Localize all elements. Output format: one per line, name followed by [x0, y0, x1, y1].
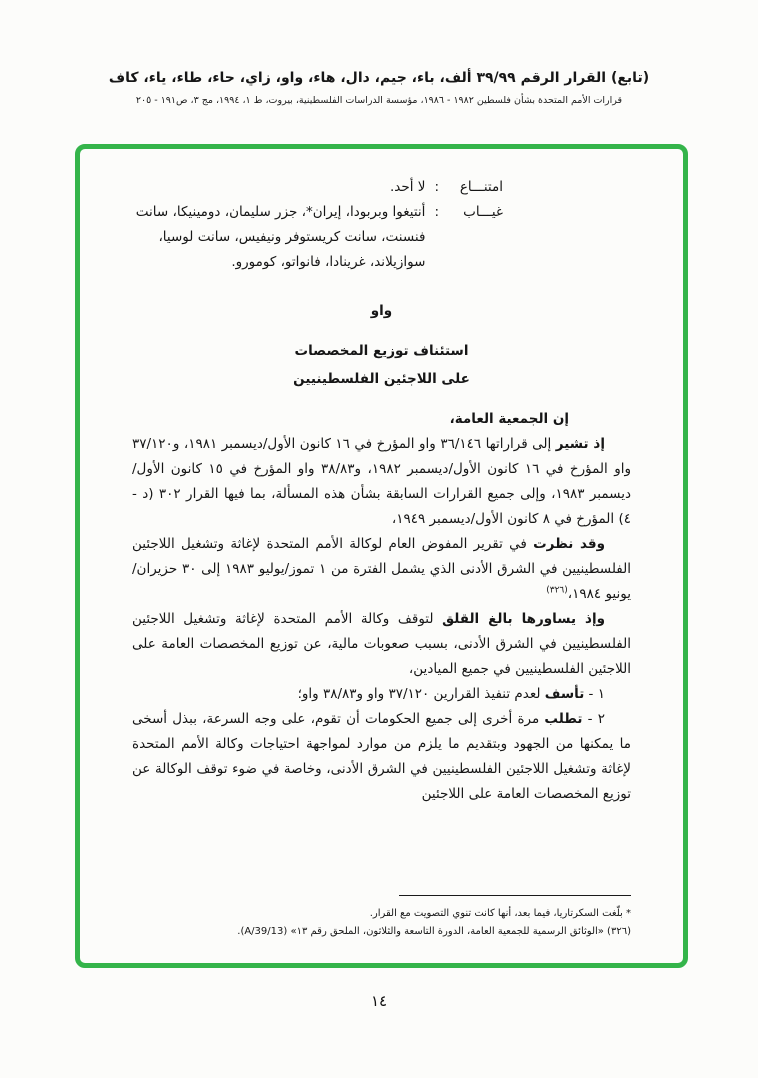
resolution-continuation-title: (تابع) القرار الرقم ٣٩/٩٩ ألف، باء، جيم، دال، هاء، واو، زاي، حاء، طاء، ياء، كاف	[108, 70, 650, 86]
absent-row	[132, 200, 503, 275]
paragraph-lead: إذ تشير	[555, 436, 605, 452]
preamble-paragraph-3	[132, 607, 631, 682]
paragraph-number: ١ -	[584, 686, 605, 702]
abstention-value: لا أحد.	[389, 179, 426, 195]
paragraph-lead: تطلب	[544, 711, 583, 727]
document-header	[0, 70, 758, 106]
footnote-separator-line	[399, 895, 631, 896]
paragraph-lead: وقد نظرت	[533, 536, 605, 552]
preamble-opening: إن الجمعية العامة،	[449, 411, 569, 427]
resolution-title-line1: استئناف توزيع المخصصات	[294, 343, 469, 359]
paragraph-text: إلى قراراتها ٣٦/١٤٦ واو المؤرخ في ١٦ كانون الأول/ديسمبر ١٩٨١، و٣٧/١٢٠ واو المؤرخ في ١٦ كانون الأول/ديسمبر ١٩٨٢، و٣٨/٨٣ واو المؤرخ في ١٥ كانون الأول/ديسمبر ١٩٨٣، وإلى جميع القرارات السابقة بشأن هذه المسألة، بما فيها القرار ٣٠٢ (د - ٤) المؤرخ في ٨ كانون الأول/ديسمبر ١٩٤٩،	[132, 436, 631, 527]
abstention-label: امتنـــاع	[459, 179, 503, 195]
footnote-area	[132, 895, 631, 941]
green-highlight-box	[75, 144, 688, 968]
paragraph-text: في تقرير المفوض العام لوكالة الأمم المتحدة لإغاثة وتشغيل اللاجئين الفلسطينيين في الشرق الأدنى الذي يشمل الفترة من ١ تموز/يوليو ١٩٨٣ إلى ٣٠ حزيران/يونيو ١٩٨٤،	[132, 536, 631, 602]
vote-record-block	[132, 175, 631, 275]
footnote-asterisk: * بلّغت السكرتاريا، فيما بعد، أنها كانت تنوي التصويت مع القرار.	[369, 908, 631, 919]
paragraph-number: ٢ -	[582, 711, 605, 727]
absent-value: أنتيغوا وبربودا، إيران*، جزر سليمان، دومينيكا، سانت فنسنت، سانت كريستوفر ونيفيس، سانت لوسيا، سوازيلاند، غرينادا، فانواتو، كومورو.	[135, 204, 426, 270]
paragraph-lead: وإذ يساورها بالغ القلق	[442, 611, 605, 627]
operative-paragraph-1	[132, 682, 631, 707]
paragraph-text: لعدم تنفيذ القرارين ٣٧/١٢٠ واو و٣٨/٨٣ واو؛	[297, 686, 545, 702]
preamble-paragraph-1	[132, 432, 631, 532]
paragraph-lead: تأسف	[544, 686, 585, 702]
resolution-text-block	[80, 149, 683, 963]
footnote-326: (٣٢٦) «الوثائق الرسمية للجمعية العامة، الدورة التاسعة والثلاثون، الملحق رقم ١٣» ‎(A/39/13)‎.	[237, 926, 631, 937]
absent-label: غيـــاب	[463, 204, 503, 220]
source-citation-line: قرارات الأمم المتحدة بشأن فلسطين ١٩٨٢ - ١٩٨٦، مؤسسة الدراسات الفلسطينية، بيروت، ط ١، ١٩٩٤، مج ٣، ص١٩١ - ٢٠٥	[135, 95, 623, 106]
colon-separator: :	[434, 204, 439, 220]
paragraph-text: لتوقف وكالة الأمم المتحدة لإغاثة وتشغيل اللاجئين الفلسطينيين في الشرق الأدنى، بسبب صعوبات مالية، عن توزيع المخصصات العامة على اللاجئين الفلسطينيين في جميع الميادين،	[132, 611, 631, 677]
abstention-row	[132, 175, 503, 200]
colon-separator: :	[434, 179, 439, 195]
paragraph-text: مرة أخرى إلى جميع الحكومات أن تقوم، على وجه السرعة، ببذل أسخى ما يمكنها من الجهود وبتقديم ما يلزم من موارد لمواجهة احتياجات وكالة الأمم المتحدة لإغاثة وتشغيل اللاجئين الفلسطينيين في الشرق الأدنى، وخاصة في ضوء توقف الوكالة عن توزيع المخصصات العامة على اللاجئين	[132, 711, 631, 802]
page-number: ١٤	[370, 992, 388, 1010]
preamble-paragraph-2	[132, 532, 631, 607]
footnote-reference-326: (٣٢٦)	[546, 585, 568, 596]
operative-paragraph-2	[132, 707, 631, 807]
resolution-title-line2: على اللاجئين الفلسطينيين	[293, 371, 470, 387]
resolution-part-letter: واو	[370, 303, 393, 319]
